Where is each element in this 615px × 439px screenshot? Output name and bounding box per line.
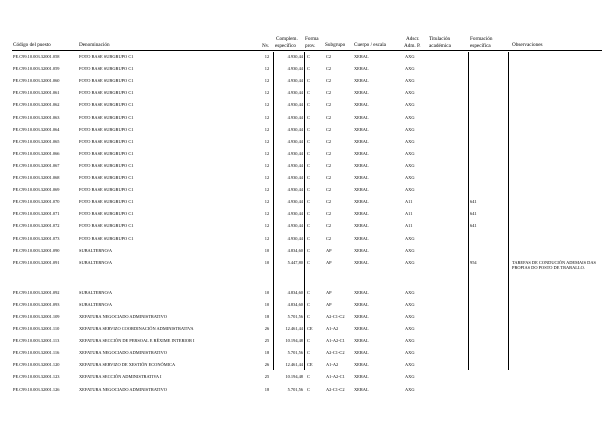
table-row	[0, 312, 615, 324]
cell-forma: C	[307, 386, 310, 392]
table-row	[0, 113, 615, 125]
cell-subgrupo: A1-A2-C1	[326, 374, 345, 380]
cell-forma: C	[307, 338, 310, 344]
cell-adscripcion: AXG	[405, 259, 415, 265]
cell-forma: C	[307, 54, 310, 59]
table-row	[0, 300, 615, 312]
cell-codigo: PE.C99.10.003.32001.062	[13, 102, 60, 108]
cell-subgrupo: C2	[326, 187, 332, 193]
cell-adscripcion: AXG	[405, 102, 415, 108]
cell-nivel: 10	[264, 301, 270, 307]
cell-codigo: PE.C99.10.003.32001.091	[13, 259, 60, 265]
header-observaciones: Observaciones	[512, 42, 543, 48]
cell-adscripcion: AXG	[405, 66, 415, 72]
cell-codigo: PE.C99.10.003.32001.120	[13, 362, 60, 368]
cell-corpo: XERAL	[354, 362, 369, 368]
cell-complemento: 4.930,44	[287, 175, 303, 180]
table-row	[0, 64, 615, 76]
table-row	[0, 185, 615, 197]
cell-nivel: 12	[264, 90, 270, 96]
cell-codigo: PE.C99.10.003.32001.113	[13, 338, 60, 344]
cell-subgrupo: C2	[326, 126, 332, 132]
cell-complemento: 4.930,44	[287, 114, 303, 120]
cell-subgrupo: C2	[326, 223, 332, 229]
cell-subgrupo: AP	[326, 259, 332, 265]
cell-nivel: 10	[264, 259, 270, 265]
table-row	[0, 52, 615, 64]
cell-corpo: XERAL	[354, 175, 369, 180]
cell-forma: C	[307, 114, 310, 120]
cell-adscripcion: A11	[405, 211, 413, 217]
cell-adscripcion: AXG	[405, 175, 415, 180]
cell-nivel: 12	[264, 199, 270, 205]
cell-subgrupo: A1-A2-C1	[326, 338, 345, 344]
cell-corpo: XERAL	[354, 187, 369, 193]
cell-denominacion: FOTO BASE SUBGRUPO C1	[79, 66, 134, 72]
cell-nivel: 12	[264, 150, 270, 156]
cell-forma: C	[307, 162, 310, 168]
cell-adscripcion: AXG	[405, 235, 415, 241]
cell-nivel: 12	[264, 54, 270, 59]
cell-adscripcion: AXG	[405, 362, 415, 368]
cell-codigo: PE.C99.10.003.32001.110	[13, 326, 60, 331]
cell-codigo: PE.C99.10.003.32001.116	[13, 350, 60, 356]
header-titulacion-1: Titulación	[429, 36, 451, 42]
cell-subgrupo: C2	[326, 211, 332, 217]
cell-subgrupo: C2	[326, 150, 332, 156]
cell-complemento: 5.701,56	[287, 386, 303, 392]
cell-codigo: PE.C99.10.003.32001.063	[13, 114, 60, 120]
cell-adscripcion: AXG	[405, 247, 415, 253]
cell-corpo: XERAL	[354, 78, 369, 84]
cell-complemento: 4.834,60	[287, 301, 303, 307]
cell-corpo: XERAL	[354, 247, 369, 253]
cell-adscripcion: AXG	[405, 138, 415, 144]
cell-nivel: 12	[264, 138, 270, 144]
cell-denominacion: SUBALTERNO/A	[79, 301, 113, 307]
cell-nivel: 26	[264, 362, 270, 368]
cell-forma: C	[307, 66, 310, 72]
cell-forma: C	[307, 199, 310, 205]
cell-nivel: 18	[264, 350, 270, 356]
cell-codigo: PE.C99.10.003.32001.073	[13, 235, 60, 241]
header-titulacion-2: académica	[429, 43, 451, 49]
cell-nivel: 10	[264, 247, 270, 253]
table-row	[0, 234, 615, 246]
cell-subgrupo: A2-C1-C2	[326, 313, 345, 319]
cell-complemento: 4.930,44	[287, 54, 303, 59]
cell-complemento: 4.834,60	[287, 289, 303, 295]
cell-adscripcion: AXG	[405, 350, 415, 356]
cell-nivel: 12	[264, 66, 270, 72]
cell-codigo: PE.C99.10.003.32001.070	[13, 199, 60, 205]
cell-denominacion: FOTO BASE SUBGRUPO C1	[79, 175, 134, 180]
table-row	[0, 221, 615, 233]
cell-complemento: 4.930,44	[287, 162, 303, 168]
cell-complemento: 10.194,48	[285, 338, 303, 344]
cell-complemento: 10.194,48	[285, 374, 303, 380]
cell-subgrupo: C2	[326, 102, 332, 108]
header-subgrupo: Subgrupo	[325, 42, 346, 48]
cell-forma: C	[307, 374, 310, 380]
cell-nivel: 12	[264, 223, 270, 229]
cell-corpo: XERAL	[354, 138, 369, 144]
cell-denominacion: FOTO BASE SUBGRUPO C1	[79, 187, 134, 193]
cell-forma: C	[307, 289, 310, 295]
cell-adscripcion: AXG	[405, 386, 415, 392]
cell-forma: C	[307, 187, 310, 193]
cell-nivel: 18	[264, 313, 270, 319]
cell-adscripcion: A11	[405, 199, 413, 205]
table-row	[0, 348, 615, 360]
cell-corpo: XERAL	[354, 90, 369, 96]
cell-forma: C	[307, 313, 310, 319]
cell-subgrupo: A2-C1-C2	[326, 350, 345, 356]
cell-complemento: 12.461,44	[285, 326, 303, 331]
cell-forma: C	[307, 301, 310, 307]
table-row	[0, 385, 615, 397]
cell-forma: C	[307, 126, 310, 132]
cell-forma: C	[307, 78, 310, 84]
cell-adscripcion: AXG	[405, 289, 415, 295]
cell-forma: C	[307, 247, 310, 253]
cell-complemento: 12.461,44	[285, 362, 303, 368]
cell-denominacion: XEFATURA SECCIÓN DE PERSOAL E RÉXIME INTERIOR I	[79, 338, 195, 344]
cell-corpo: XERAL	[354, 126, 369, 132]
cell-subgrupo: C2	[326, 78, 332, 84]
table-row	[0, 360, 615, 372]
cell-denominacion: FOTO BASE SUBGRUPO C1	[79, 223, 134, 229]
header-complemento-1: Complem.	[276, 36, 298, 42]
cell-formacion: 954	[470, 259, 477, 265]
cell-nivel: 12	[264, 126, 270, 132]
table-row	[0, 209, 615, 221]
header-complemento-2: específico	[275, 43, 297, 49]
cell-denominacion: FOTO BASE SUBGRUPO C1	[79, 138, 134, 144]
cell-subgrupo: AP	[326, 247, 332, 253]
cell-subgrupo: C2	[326, 175, 332, 180]
cell-codigo: PE.C99.10.003.32001.093	[13, 301, 60, 307]
cell-corpo: XERAL	[354, 386, 369, 392]
cell-forma: C	[307, 235, 310, 241]
table-row	[0, 88, 615, 100]
table-row	[0, 372, 615, 384]
cell-subgrupo: A1-A2	[326, 326, 339, 331]
cell-complemento: 4.930,44	[287, 102, 303, 108]
cell-denominacion: SUBALTERNO/A	[79, 259, 113, 265]
cell-nivel: 12	[264, 211, 270, 217]
cell-denominacion: XEFATURA SECCIÓN ADMINISTRATIVA I	[79, 374, 162, 380]
cell-codigo: PE.C99.10.003.32001.066	[13, 150, 60, 156]
cell-denominacion: XEFATURA SERVIZO COORDINACIÓN ADMINISTRATIVA	[79, 326, 194, 331]
cell-denominacion: XEFATURA NEGOCIADO ADMINISTRATIVO	[79, 386, 167, 392]
cell-corpo: XERAL	[354, 102, 369, 108]
table-row	[0, 336, 615, 348]
cell-denominacion: SUBALTERNO/A	[79, 247, 113, 253]
cell-nivel: 12	[264, 235, 270, 241]
cell-forma: CE	[307, 326, 313, 331]
cell-codigo: PE.C99.10.003.32001.061	[13, 90, 60, 96]
cell-adscripcion: AXG	[405, 326, 415, 331]
cell-adscripcion: AXG	[405, 374, 415, 380]
cell-nivel: 26	[264, 326, 270, 331]
cell-complemento: 4.930,44	[287, 78, 303, 84]
cell-complemento: 4.930,44	[287, 199, 303, 205]
cell-adscripcion: AXG	[405, 313, 415, 319]
cell-adscripcion: AXG	[405, 338, 415, 344]
cell-subgrupo: C2	[326, 138, 332, 144]
cell-denominacion: XEFATURA NEGOCIADO ADMINISTRATIVO	[79, 350, 167, 356]
cell-codigo: PE.C99.10.003.32001.065	[13, 138, 60, 144]
cell-subgrupo: C2	[326, 54, 332, 59]
cell-subgrupo: AP	[326, 289, 332, 295]
cell-codigo: PE.C99.10.003.32001.123	[13, 374, 60, 380]
cell-subgrupo: A1-A2	[326, 362, 339, 368]
cell-adscripcion: AXG	[405, 54, 415, 59]
cell-formacion: 641	[470, 211, 477, 217]
cell-complemento: 4.930,44	[287, 235, 303, 241]
table-row	[0, 197, 615, 209]
cell-denominacion: FOTO BASE SUBGRUPO C1	[79, 199, 134, 205]
cell-corpo: XERAL	[354, 259, 369, 265]
cell-subgrupo: C2	[326, 235, 332, 241]
cell-forma: C	[307, 259, 310, 265]
cell-complemento: 4.930,44	[287, 150, 303, 156]
cell-codigo: PE.C99.10.003.32001.071	[13, 211, 60, 217]
cell-nivel: 25	[264, 374, 270, 380]
cell-complemento: 4.930,44	[287, 223, 303, 229]
header-formacion-2: específica	[470, 43, 491, 49]
cell-codigo: PE.C99.10.003.32001.092	[13, 289, 60, 295]
table-row	[0, 173, 615, 185]
table-row	[0, 149, 615, 161]
cell-corpo: XERAL	[354, 66, 369, 72]
cell-corpo: XERAL	[354, 313, 369, 319]
cell-adscripcion: AXG	[405, 90, 415, 96]
cell-nivel: 12	[264, 114, 270, 120]
cell-forma: C	[307, 138, 310, 144]
cell-subgrupo: C2	[326, 90, 332, 96]
cell-nivel: 10	[264, 289, 270, 295]
cell-corpo: XERAL	[354, 301, 369, 307]
header-forma-2: prov.	[305, 43, 316, 49]
table-row	[0, 258, 615, 270]
cell-codigo: PE.C99.10.003.32001.068	[13, 175, 60, 180]
table-row	[0, 76, 615, 88]
cell-codigo: PE.C99.10.003.32001.059	[13, 66, 60, 72]
cell-codigo: PE.C99.10.003.32001.090	[13, 247, 60, 253]
cell-nivel: 25	[264, 338, 270, 344]
cell-nivel: 12	[264, 187, 270, 193]
header-nivel: Nv.	[262, 43, 270, 49]
cell-nivel: 12	[264, 175, 270, 180]
cell-complemento: 5.701,56	[287, 313, 303, 319]
cell-forma: C	[307, 211, 310, 217]
table-row	[0, 137, 615, 149]
header-formacion-1: Formación	[470, 36, 493, 42]
cell-adscripcion: A11	[405, 223, 413, 229]
cell-denominacion: XEFATURA NEGOCIADO ADMINISTRATIVO	[79, 313, 167, 319]
cell-subgrupo: C2	[326, 162, 332, 168]
table-row	[0, 288, 615, 300]
cell-subgrupo: C2	[326, 199, 332, 205]
cell-complemento: 4.930,44	[287, 66, 303, 72]
cell-codigo: PE.C99.10.003.32001.069	[13, 187, 60, 193]
cell-codigo: PE.C99.10.003.32001.064	[13, 126, 60, 132]
cell-observaciones: TAREFAS DE CONDUCIÓN ADEMAIS DAS PROPIAS DO POSTO DE TRABALLO.	[512, 259, 596, 270]
cell-corpo: XERAL	[354, 114, 369, 120]
header-adscripcion-1: Adscr.	[406, 36, 420, 42]
cell-denominacion: FOTO BASE SUBGRUPO C1	[79, 114, 134, 120]
header-rule	[12, 50, 602, 51]
cell-subgrupo: AP	[326, 301, 332, 307]
cell-adscripcion: AXG	[405, 114, 415, 120]
cell-adscripcion: AXG	[405, 162, 415, 168]
cell-forma: C	[307, 175, 310, 180]
cell-complemento: 5.447,80	[287, 259, 303, 265]
cell-denominacion: FOTO BASE SUBGRUPO C1	[79, 150, 134, 156]
cell-adscripcion: AXG	[405, 150, 415, 156]
cell-denominacion: XEFATURA SERVIZO DE XESTIÓN ECONÓMICA	[79, 362, 176, 368]
cell-corpo: XERAL	[354, 223, 369, 229]
cell-corpo: XERAL	[354, 162, 369, 168]
table-row	[0, 100, 615, 112]
cell-subgrupo: A2-C1-C2	[326, 386, 345, 392]
cell-complemento: 4.930,44	[287, 187, 303, 193]
cell-corpo: XERAL	[354, 211, 369, 217]
header-adscripcion-2: Adm. P.	[404, 43, 421, 49]
cell-nivel: 18	[264, 386, 270, 392]
cell-forma: C	[307, 90, 310, 96]
cell-nivel: 12	[264, 78, 270, 84]
cell-denominacion: FOTO BASE SUBGRUPO C1	[79, 162, 134, 168]
cell-complemento: 4.930,44	[287, 90, 303, 96]
cell-codigo: PE.C99.10.003.32001.126	[13, 386, 60, 392]
cell-corpo: XERAL	[354, 289, 369, 295]
cell-codigo: PE.C99.10.003.32001.072	[13, 223, 60, 229]
cell-forma: CE	[307, 362, 313, 368]
table-row	[0, 125, 615, 137]
header-denominacion: Denominación	[79, 42, 110, 48]
cell-denominacion: FOTO BASE SUBGRUPO C1	[79, 90, 134, 96]
cell-complemento: 4.834,60	[287, 247, 303, 253]
cell-corpo: XERAL	[354, 326, 369, 331]
cell-adscripcion: AXG	[405, 78, 415, 84]
cell-denominacion: FOTO BASE SUBGRUPO C1	[79, 78, 134, 84]
cell-formacion: 641	[470, 199, 477, 205]
cell-nivel: 12	[264, 162, 270, 168]
cell-adscripcion: AXG	[405, 301, 415, 307]
cell-corpo: XERAL	[354, 350, 369, 356]
cell-formacion: 641	[470, 223, 477, 229]
cell-corpo: XERAL	[354, 54, 369, 59]
cell-corpo: XERAL	[354, 374, 369, 380]
cell-corpo: XERAL	[354, 199, 369, 205]
cell-forma: C	[307, 102, 310, 108]
cell-corpo: XERAL	[354, 338, 369, 344]
cell-adscripcion: AXG	[405, 126, 415, 132]
cell-complemento: 4.930,44	[287, 138, 303, 144]
table-row	[0, 246, 615, 258]
cell-codigo: PE.C99.10.003.32001.058	[13, 54, 60, 59]
cell-denominacion: FOTO BASE SUBGRUPO C1	[79, 54, 134, 59]
cell-corpo: XERAL	[354, 150, 369, 156]
cell-complemento: 5.701,56	[287, 350, 303, 356]
cell-forma: C	[307, 150, 310, 156]
cell-denominacion: FOTO BASE SUBGRUPO C1	[79, 102, 134, 108]
cell-denominacion: SUBALTERNO/A	[79, 289, 113, 295]
cell-codigo: PE.C99.10.003.32001.060	[13, 78, 60, 84]
cell-denominacion: FOTO BASE SUBGRUPO C1	[79, 126, 134, 132]
cell-complemento: 4.930,44	[287, 126, 303, 132]
cell-corpo: XERAL	[354, 235, 369, 241]
cell-denominacion: FOTO BASE SUBGRUPO C1	[79, 235, 134, 241]
cell-denominacion: FOTO BASE SUBGRUPO C1	[79, 211, 134, 217]
table-row	[0, 161, 615, 173]
cell-codigo: PE.C99.10.003.32001.067	[13, 162, 60, 168]
header-codigo: Código del puesto	[13, 42, 51, 48]
header-forma-1: Forma	[305, 36, 319, 42]
cell-nivel: 12	[264, 102, 270, 108]
cell-subgrupo: C2	[326, 114, 332, 120]
cell-forma: C	[307, 223, 310, 229]
header-corpo: Cuerpo / escala	[354, 42, 386, 48]
cell-complemento: 4.930,44	[287, 211, 303, 217]
cell-adscripcion: AXG	[405, 187, 415, 193]
cell-codigo: PE.C99.10.003.32001.109	[13, 313, 60, 319]
cell-subgrupo: C2	[326, 66, 332, 72]
cell-forma: C	[307, 350, 310, 356]
table-row	[0, 324, 615, 336]
